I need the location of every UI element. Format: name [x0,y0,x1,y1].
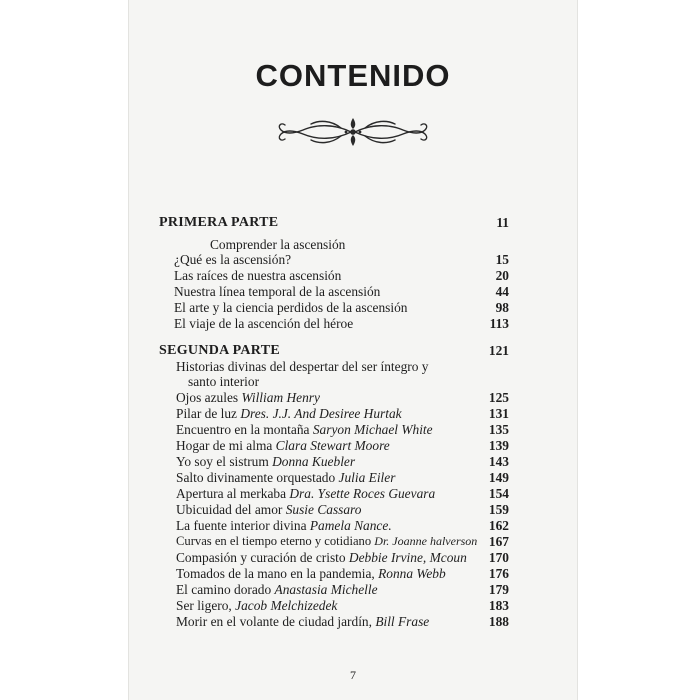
toc-entry-page: 154 [488,486,509,501]
toc-entry-page: 44 [495,284,509,299]
toc-entry-page: 188 [488,614,509,629]
toc-entry-page: 15 [495,252,509,267]
toc-entry-title: Yo soy el sistrum [176,454,273,469]
toc-entry [176,614,429,630]
page-title: CONTENIDO [255,58,451,93]
toc-entry-title: Ser ligero, [176,598,236,613]
toc-entry-title: Ubicuidad del amor [176,502,286,517]
toc-entry-title: Compasión y curación de cristo [176,550,349,565]
toc-entry-page: 113 [489,316,509,331]
toc-entry: Nuestra línea temporal de la ascensión [174,284,381,299]
toc-entry-author: Jacob Melchizedek [235,598,338,613]
toc-entry [176,518,392,534]
toc-entry-author: William Henry [241,390,320,405]
toc-entry-author: Susie Cassaro [285,502,362,517]
toc-entry: El arte y la ciencia perdidos de la ascensión [174,300,408,315]
toc-entry-title: Tomados de la mano en la pandemia, [176,566,379,581]
part-subtitle-segunda-line1: Historias divinas del despertar del ser íntegro y [176,359,429,374]
toc-entry [176,534,477,549]
toc-entry-author: Dra. Ysette Roces Guevara [289,486,436,501]
toc-entry: ¿Qué es la ascensión? [174,252,292,267]
toc-entry-title: Ojos azules [176,390,242,405]
toc-entry-page: 149 [488,470,509,485]
part-page-segunda: 121 [488,343,509,358]
toc-entry-page: 183 [488,598,509,613]
toc-entry [176,550,467,566]
part-subtitle-segunda-line2: santo interior [188,374,260,389]
toc-entry-page: 20 [495,268,509,283]
part-page-primera: 11 [496,215,509,230]
toc-entry-author: Debbie Irvine, Mcoun [348,550,467,565]
toc-entry-page: 135 [488,422,509,437]
toc-entry-author: Donna Kuebler [272,454,356,469]
toc-entry-title: Morir en el volante de ciudad jardín, [176,614,376,629]
toc-entry-title: Encuentro en la montaña [176,422,313,437]
toc-entry-page: 125 [488,390,509,405]
toc-entry [176,598,337,614]
toc-entry-page: 179 [488,582,509,597]
toc-entry-page: 170 [488,550,509,565]
toc-entry-title: Pilar de luz [176,406,241,421]
part-subtitle-primera: Comprender la ascensión [210,237,346,252]
toc-entry-page: 167 [488,534,509,549]
toc-entry-title: El camino dorado [176,582,275,597]
toc-entry [176,486,435,502]
toc-entry-author: Bill Frase [375,614,430,629]
toc-entry-author: Pamela Nance. [309,518,392,533]
toc-entry [176,582,378,598]
toc-entry-title: Salto divinamente orquestado [176,470,339,485]
toc-entry-author: Ronna Webb [378,566,446,581]
toc-entry [176,406,402,422]
toc-entry-author: Anastasia Michelle [274,582,378,597]
part-heading-primera: PRIMERA PARTE [159,215,279,230]
toc-entry-author: Julia Eiler [338,470,396,485]
toc-entry-page: 176 [488,566,509,581]
toc-entry-page: 143 [488,454,509,469]
toc-entry-page: 139 [488,438,509,453]
toc-entry [176,470,395,486]
toc-entry: Las raíces de nuestra ascensión [174,268,342,283]
toc-entry-page: 162 [488,518,509,533]
toc-entry-title: Curvas en el tiempo eterno y cotidiano [176,534,375,548]
toc-entry-title: Apertura al merkaba [176,486,290,501]
left-margin [0,0,128,700]
toc-entry-author: Dr. Joanne halverson [374,534,478,548]
book-page [128,0,578,700]
toc-entry [176,454,355,470]
page-number: 7 [350,668,356,682]
toc-entry [176,566,446,582]
toc-entry-page: 159 [488,502,509,517]
toc-entry: El viaje de la ascención del héroe [174,316,354,331]
flourish-ornament-icon [271,112,435,152]
toc-entry-author: Dres. J.J. And Desiree Hurtak [240,406,402,421]
toc-entry-author: Saryon Michael White [312,422,433,437]
toc-entry [176,438,390,454]
toc-entry-page: 131 [488,406,509,421]
toc-entry-title: Hogar de mi alma [176,438,276,453]
toc-entry [176,390,320,406]
toc-entry-title: La fuente interior divina [176,518,310,533]
toc-entry-page: 98 [495,300,509,315]
toc-entry [176,422,433,438]
toc-entry-author: Clara Stewart Moore [275,438,390,453]
part-heading-segunda: SEGUNDA PARTE [159,343,280,358]
toc-entry [176,502,361,518]
